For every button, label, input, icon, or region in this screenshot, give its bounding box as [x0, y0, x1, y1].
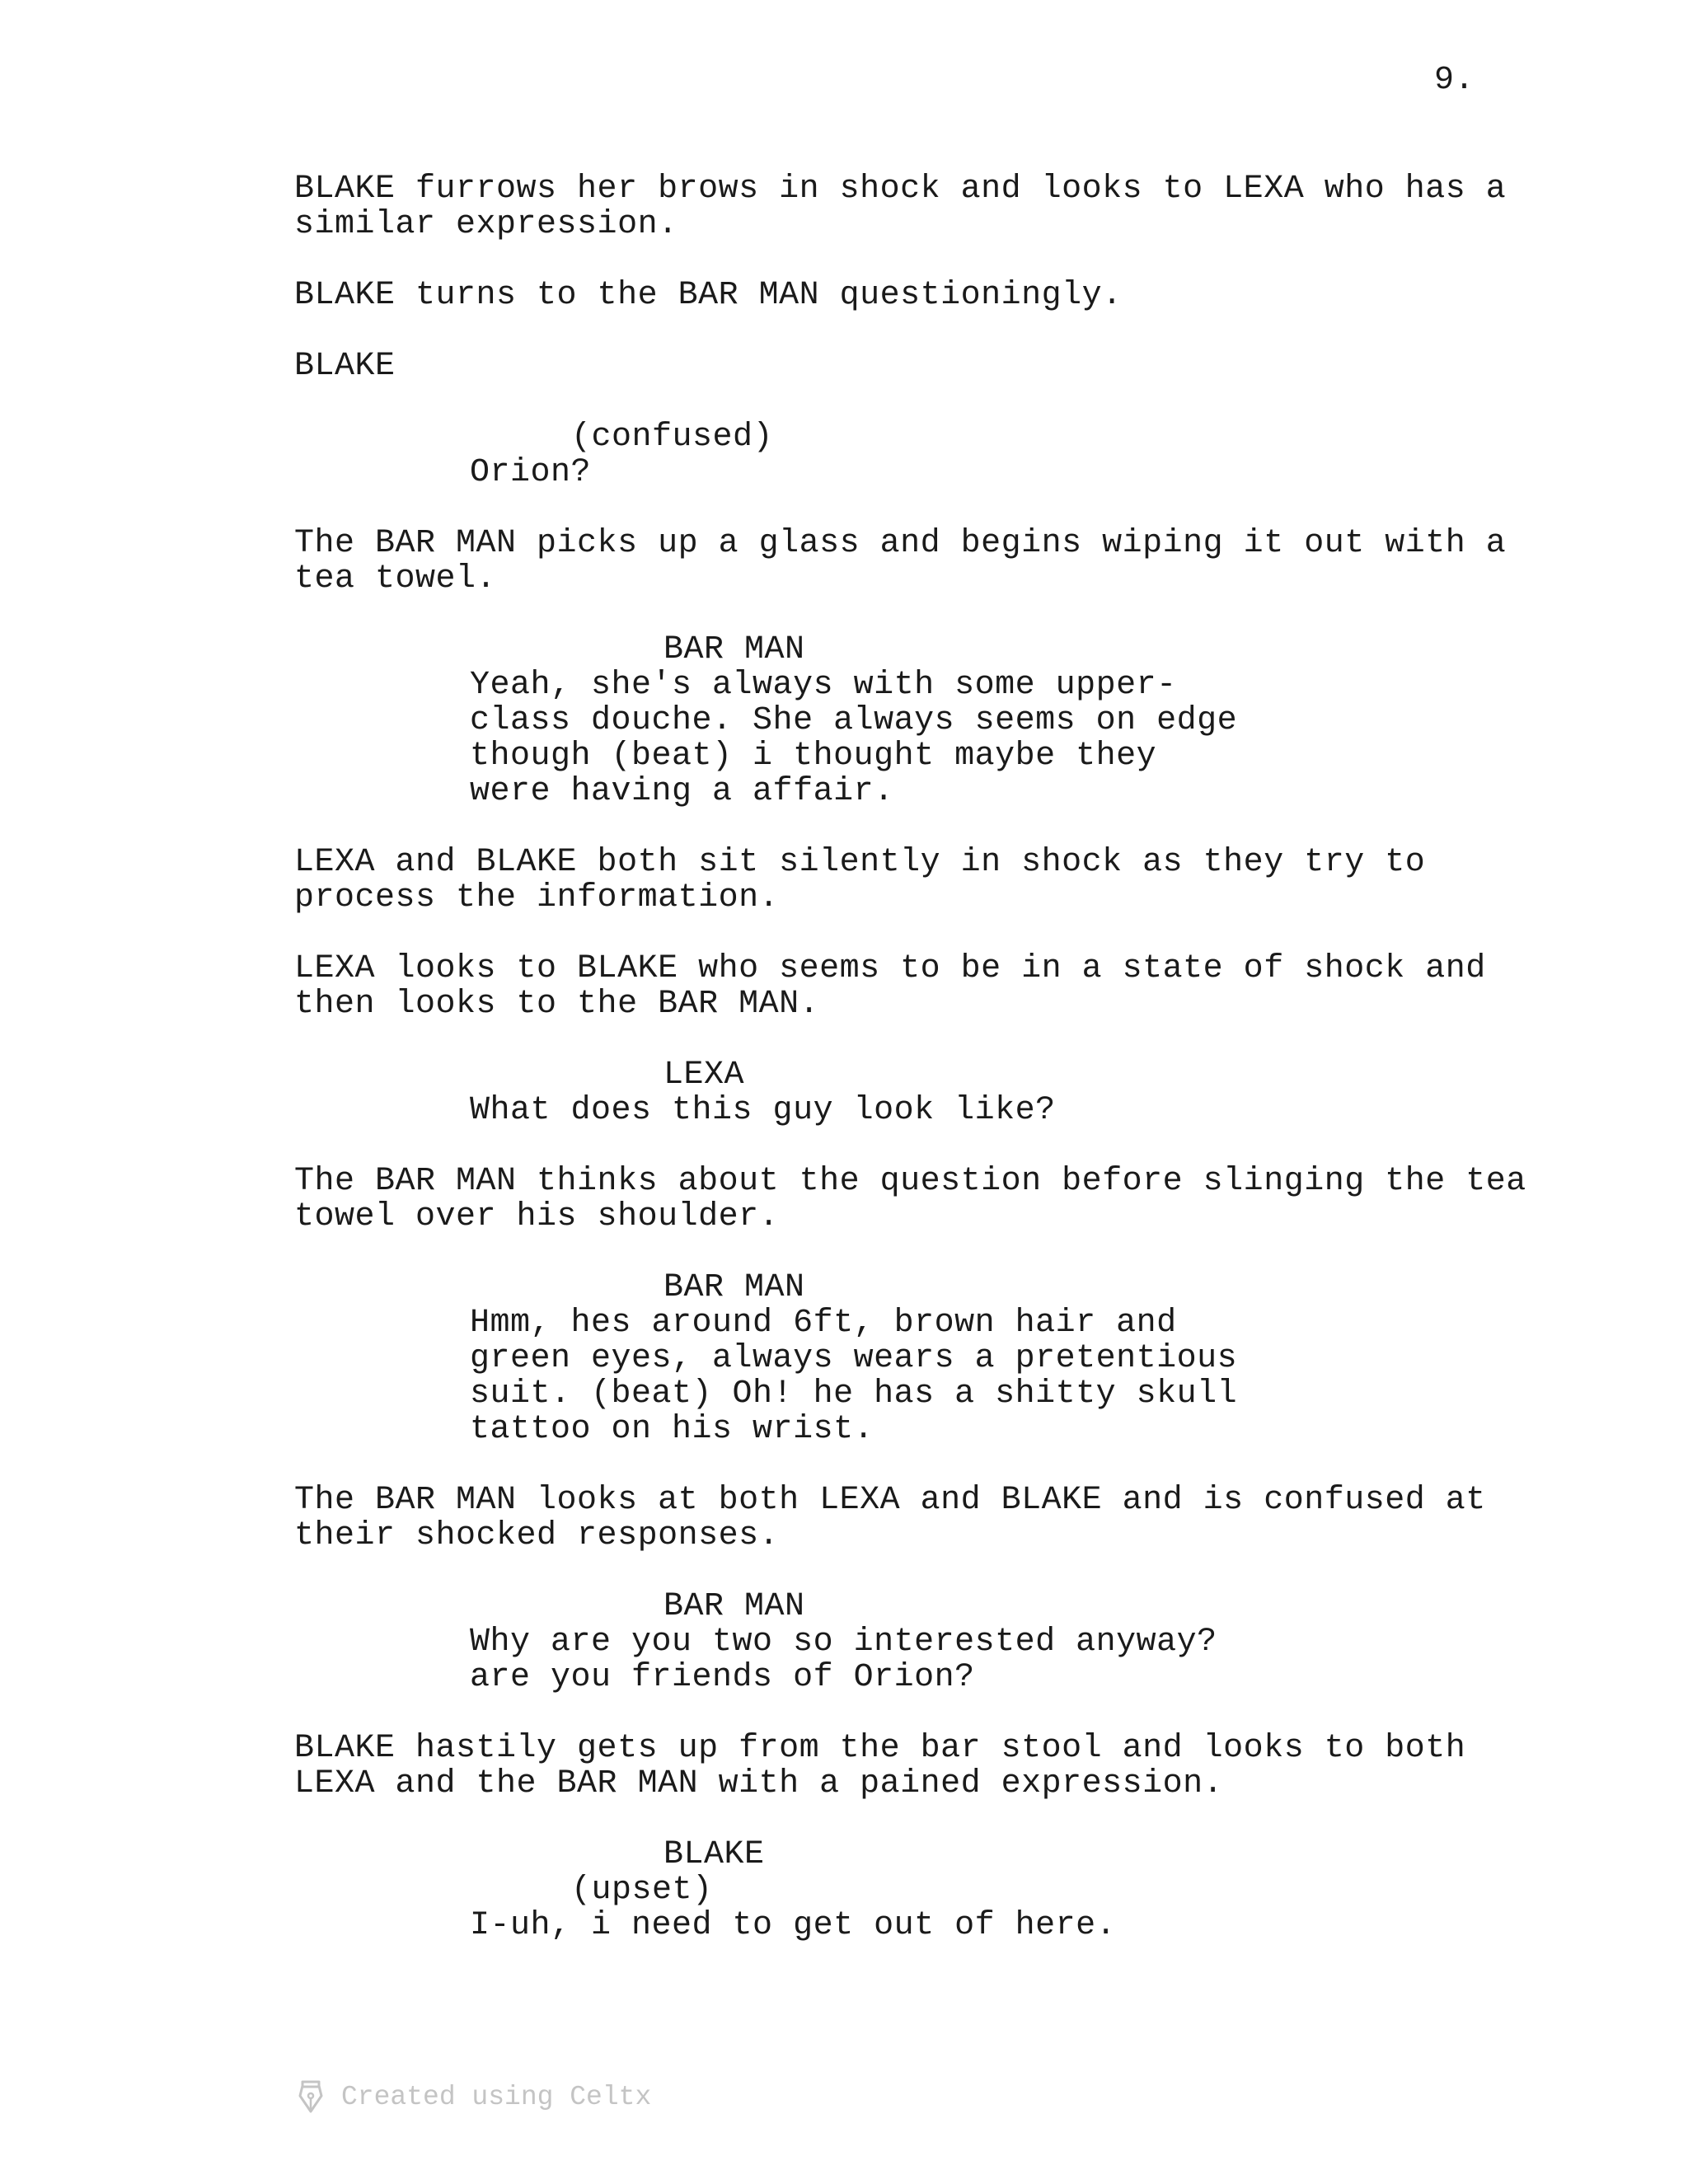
- action-line: BLAKE hastily gets up from the bar stool and looks to both: [294, 1730, 1466, 1767]
- parenthetical: (upset): [571, 1872, 713, 1909]
- character-cue: LEXA: [663, 1057, 745, 1094]
- page-number: 9.: [1434, 62, 1475, 99]
- action-line: LEXA and the BAR MAN with a pained expression.: [294, 1765, 1224, 1802]
- character-cue: BLAKE: [663, 1836, 765, 1873]
- dialogue-line: green eyes, always wears a pretentious: [470, 1340, 1238, 1377]
- character-cue: BAR MAN: [663, 1269, 805, 1306]
- dialogue-line: suit. (beat) Oh! he has a shitty skull: [470, 1376, 1238, 1413]
- dialogue-line: Why are you two so interested anyway?: [470, 1624, 1217, 1661]
- character-cue: BAR MAN: [663, 631, 805, 668]
- action-line: towel over his shoulder.: [294, 1198, 780, 1235]
- action-line: BLAKE turns to the BAR MAN questioningly.: [294, 277, 1123, 314]
- action-line: tea towel.: [294, 560, 497, 598]
- dialogue-line: What does this guy look like?: [470, 1092, 1056, 1129]
- celtx-footer: [298, 2079, 651, 2115]
- dialogue-line: Orion?: [470, 454, 592, 491]
- action-line: similar expression.: [294, 206, 678, 243]
- footer-text: Created using Celtx: [341, 2081, 652, 2112]
- dialogue-line: Yeah, she's always with some upper-: [470, 667, 1177, 704]
- dialogue-line: tattoo on his wrist.: [470, 1411, 874, 1448]
- action-line: LEXA looks to BLAKE who seems to be in a state of shock and: [294, 950, 1486, 987]
- action-line: The BAR MAN picks up a glass and begins wiping it out with a: [294, 525, 1507, 562]
- celtx-pen-nib-icon: [298, 2079, 323, 2114]
- dialogue-line: Hmm, hes around 6ft, brown hair and: [470, 1305, 1177, 1342]
- character-cue: BAR MAN: [663, 1588, 805, 1625]
- parenthetical: (confused): [571, 419, 774, 456]
- action-line: BLAKE furrows her brows in shock and looks to LEXA who has a: [294, 171, 1507, 208]
- action-line: The BAR MAN thinks about the question before slinging the tea: [294, 1163, 1526, 1200]
- dialogue-line: were having a affair.: [470, 773, 894, 810]
- action-line: then looks to the BAR MAN.: [294, 986, 820, 1023]
- action-line: The BAR MAN looks at both LEXA and BLAKE and is confused at: [294, 1482, 1486, 1519]
- character-cue: BLAKE: [294, 348, 396, 385]
- action-line: LEXA and BLAKE both sit silently in shock as they try to: [294, 844, 1426, 881]
- dialogue-line: are you friends of Orion?: [470, 1659, 975, 1696]
- dialogue-line: though (beat) i thought maybe they: [470, 738, 1157, 775]
- action-line: their shocked responses.: [294, 1517, 780, 1554]
- action-line: process the information.: [294, 879, 780, 916]
- dialogue-line: class douche. She always seems on edge: [470, 702, 1238, 739]
- dialogue-line: I-uh, i need to get out of here.: [470, 1907, 1117, 1944]
